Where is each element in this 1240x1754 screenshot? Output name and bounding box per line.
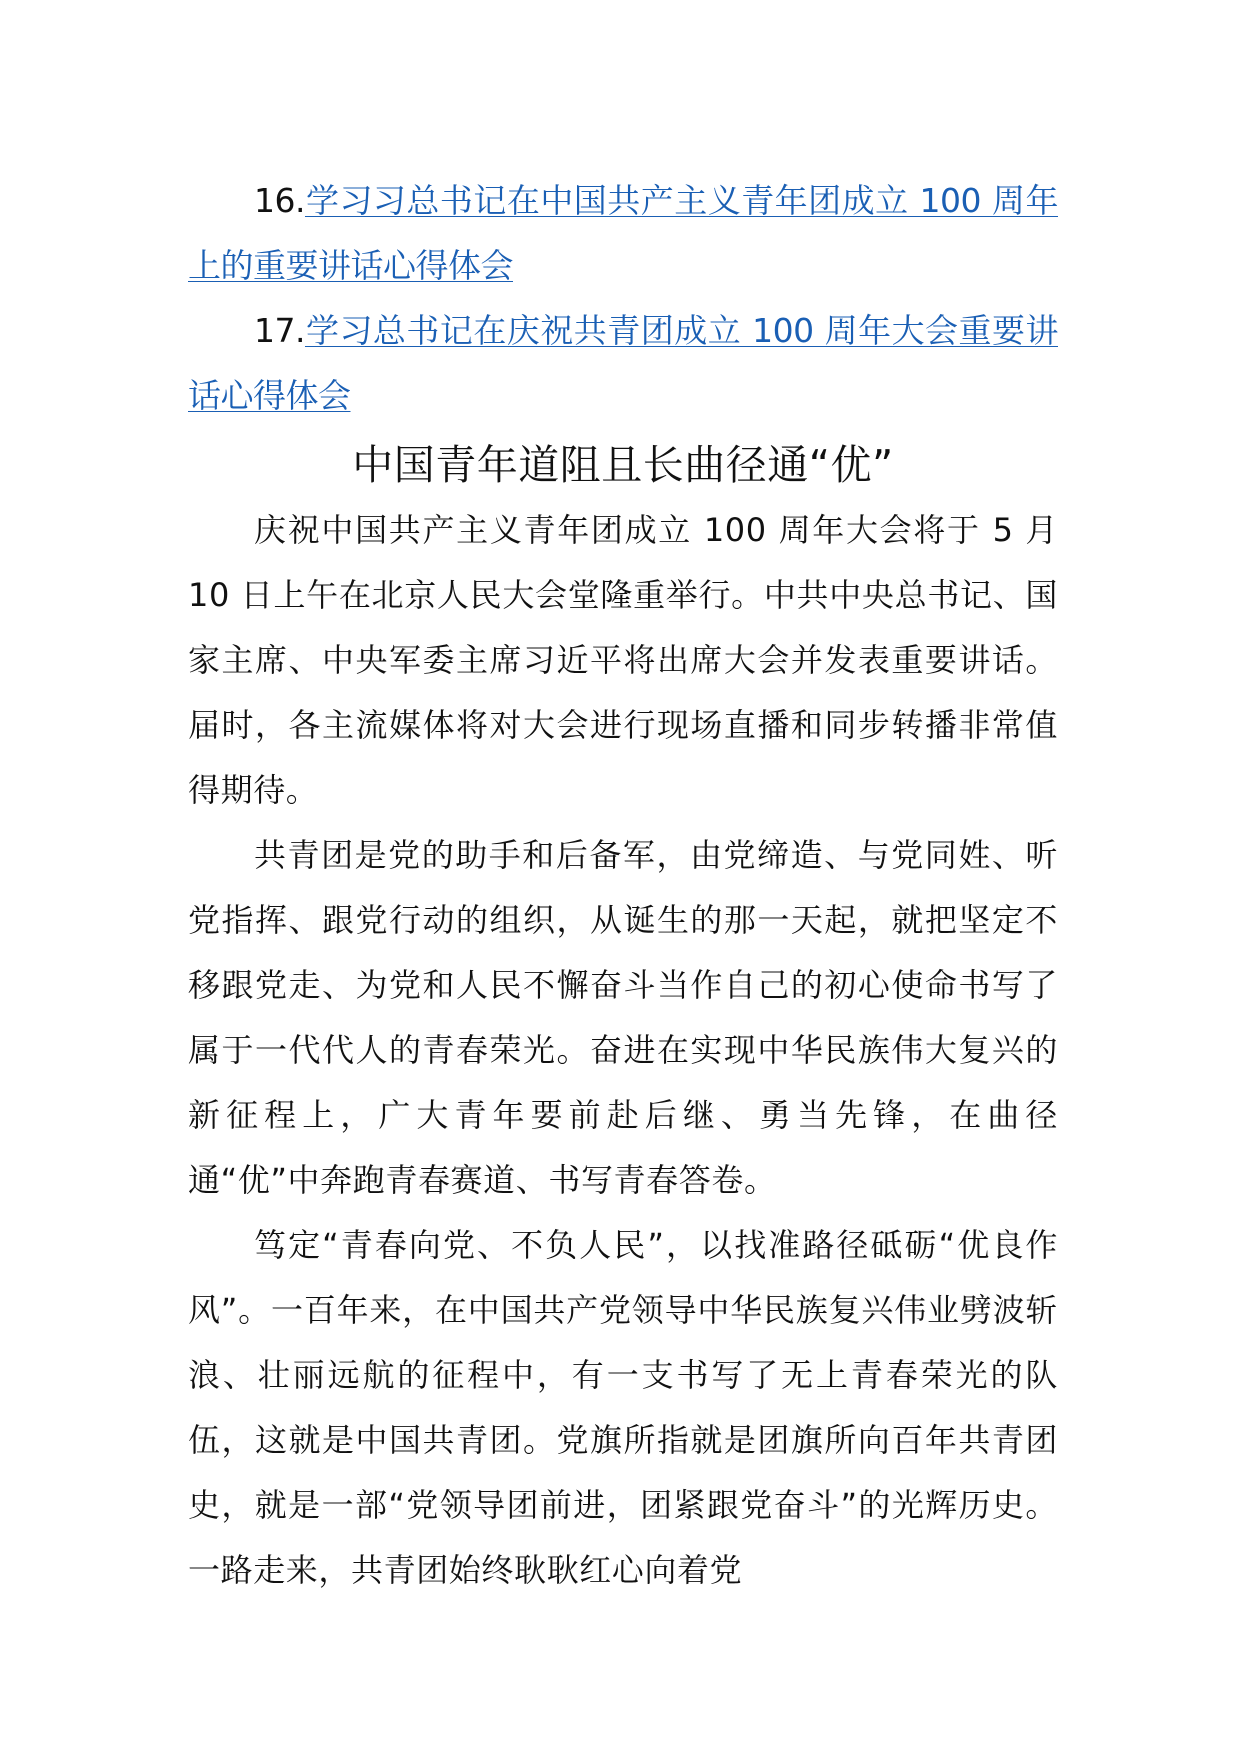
document-content	[188, 168, 1058, 1603]
toc-link-17[interactable]: 学习总书记在庆祝共青团成立 100 周年大会重要讲话心得体会	[188, 311, 1058, 415]
article-paragraph-2: 共青团是党的助手和后备军，由党缔造、与党同姓、听党指挥、跟党行动的组织，从诞生的那一天起，就把坚定不移跟党走、为党和人民不懈奋斗当作自己的初心使命书写了属于一代代人的青春荣光。奋进在实现中华民族伟大复兴的新征程上，广大青年要前赴后继、勇当先锋，在曲径通“优”中奔跑青春赛道、书写青春答卷。	[188, 836, 1058, 1199]
toc-item-number: 16.	[254, 181, 305, 220]
toc-link-16[interactable]: 学习习总书记在中国共产主义青年团成立 100 周年上的重要讲话心得体会	[188, 181, 1058, 285]
article-paragraph-1: 庆祝中国共产主义青年团成立 100 周年大会将于 5 月 10 日上午在北京人民大会堂隆重举行。中共中央总书记、国家主席、中央军委主席习近平将出席大会并发表重要讲话。届时，各主流媒体将对大会进行现场直播和同步转播非常值得期待。	[188, 511, 1058, 809]
article-body	[188, 498, 1058, 1603]
toc-item-number: 17.	[254, 311, 305, 350]
article-paragraph-3: 笃定“青春向党、不负人民”，以找准路径砥砺“优良作风”。一百年来，在中国共产党领导中华民族复兴伟业劈波斩浪、壮丽远航的征程中，有一支书写了无上青春荣光的队伍，这就是中国共青团。党旗所指就是团旗所向百年共青团史，就是一部“党领导团前进，团紧跟党奋斗”的光辉历史。一路走来，共青团始终耿耿红心向着党	[188, 1226, 1058, 1589]
toc-item-17	[188, 298, 1058, 428]
article-title: 中国青年道阻且长曲径通“优”	[352, 441, 894, 489]
toc-list	[188, 168, 1058, 428]
toc-item-16	[188, 168, 1058, 298]
